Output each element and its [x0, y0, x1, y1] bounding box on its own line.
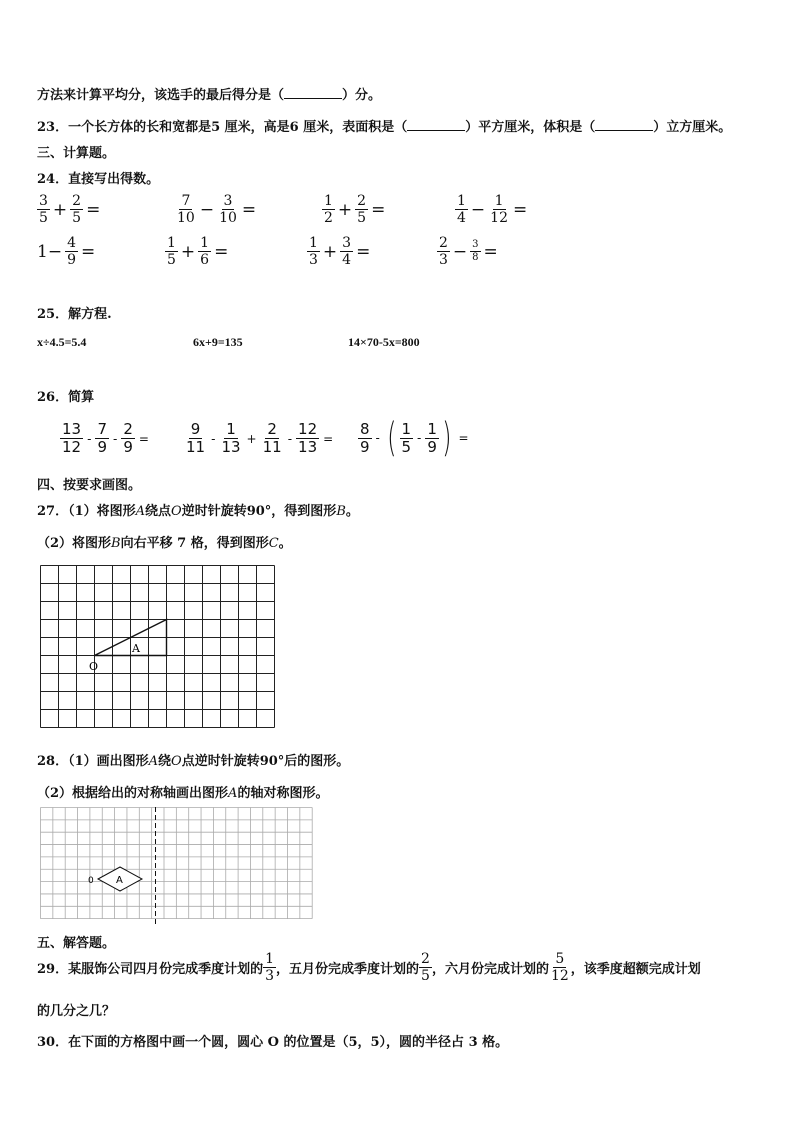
- answer-blank[interactable]: [595, 120, 653, 131]
- question-29-line-1: 29．某服饰公司四月份完成季度计划的 $\frac{1}{3}$ ，五月份完成季度计划的 $\frac{2}{5}$ ，六月份完成计划的 $\frac{5}{12}$ ，该季度超额完成计划: [37, 951, 701, 984]
- q26-expr-3: $\frac{8}{9}$ - ( $\frac{1}{5}$ - $\frac{1}{9}$ ) =: [360, 415, 469, 461]
- answer-blank[interactable]: [284, 88, 342, 99]
- q27-part-1: 27．（1）将图形A绕点O逆时针旋转90°，得到图形B。: [37, 504, 359, 519]
- question-30: 30．在下面的方格图中画一个圆，圆心 O 的位置是（5，5），圆的半径占 3 格。: [37, 1035, 509, 1050]
- question-26-title: 26．简算: [37, 390, 95, 405]
- grid-label-a: A: [132, 642, 140, 655]
- q22-tail: 方法来计算平均分，该选手的最后得分是（ ）分。: [37, 88, 382, 103]
- q28-grid[interactable]: [40, 807, 314, 925]
- question-25-title: 25．解方程.: [37, 307, 112, 322]
- q27-grid[interactable]: [40, 565, 276, 730]
- answer-blank[interactable]: [407, 120, 465, 131]
- q24-expr-4: $\frac{1}{4}$ − $\frac{1}{12}$ =: [457, 193, 528, 226]
- q24-expr-7: $\frac{1}{3}$ + $\frac{3}{4}$ =: [309, 235, 371, 268]
- q24-expr-3: $\frac{1}{2}$ + $\frac{2}{5}$ =: [324, 193, 386, 226]
- q24-expr-2: $\frac{7}{10}$ − $\frac{3}{10}$ =: [177, 193, 257, 226]
- q27-part-2: （2）将图形B向右平移 7 格，得到图形C。: [37, 536, 292, 551]
- q24-expr-1: $\frac{3}{5}$ + $\frac{2}{5}$ =: [39, 193, 101, 226]
- section-3-heading: 三、计算题。: [37, 146, 116, 161]
- question-24-title: 24．直接写出得数。: [37, 172, 160, 187]
- q24-expr-8: $\frac{2}{3}$ − $\frac{3}{8}$ =: [439, 235, 498, 268]
- q28-part-1: 28．（1）画出图形A绕O点逆时针旋转90°后的图形。: [37, 754, 350, 769]
- q25-equation-1: x÷4.5=5.4: [37, 335, 87, 349]
- q25-equation-3: 14×70-5x=800: [348, 335, 420, 349]
- q26-expr-1: $\frac{13}{12}$ - $\frac{7}{9}$ - $\frac{2}{9}$ =: [62, 420, 149, 456]
- q24-expr-5: 1− $\frac{4}{9}$ =: [37, 235, 96, 268]
- grid-label-a: A: [116, 875, 123, 886]
- q24-expr-6: $\frac{1}{5}$ + $\frac{1}{6}$ =: [167, 235, 229, 268]
- question-23: 23．一个长方体的长和宽都是5 厘米，高是6 厘米，表面积是（ ）平方厘米，体积是（ ）立方厘米。: [37, 120, 732, 135]
- question-29-line-2: 的几分之几？: [37, 1004, 116, 1019]
- section-5-heading: 五、解答题。: [37, 936, 116, 951]
- q26-expr-2: $\frac{9}{11}$ - $\frac{1}{13}$ + $\frac{2}{11}$ - $\frac{12}{13}$ =: [186, 420, 334, 456]
- q25-equation-2: 6x+9=135: [193, 335, 243, 349]
- section-4-heading: 四、按要求画图。: [37, 478, 142, 493]
- grid-label-o: O: [89, 660, 99, 673]
- grid-label-o: 0: [88, 876, 94, 886]
- q28-part-2: （2）根据给出的对称轴画出图形A的轴对称图形。: [37, 786, 329, 801]
